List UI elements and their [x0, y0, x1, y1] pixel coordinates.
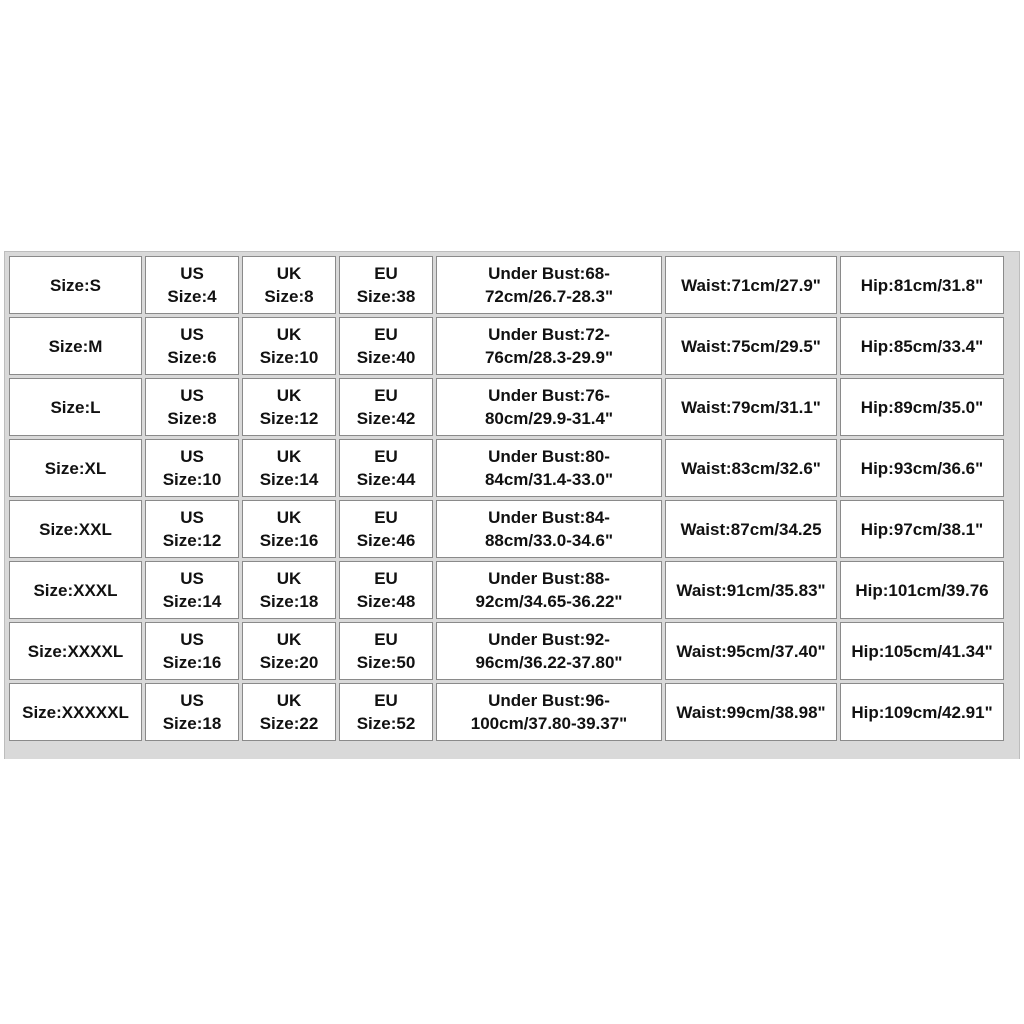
uk-size-cell — [242, 378, 336, 436]
us-size-cell — [145, 439, 239, 497]
uk-size-cell-line: Size:20 — [259, 653, 319, 672]
eu-size-cell-line: EU — [374, 569, 398, 588]
hip-cell: Hip:85cm/33.4" — [840, 317, 1004, 375]
table-row — [9, 378, 1004, 436]
eu-size-cell-line: EU — [374, 386, 398, 405]
us-size-cell-line: Size:12 — [162, 531, 222, 550]
eu-size-cell-line: Size:50 — [356, 653, 416, 672]
uk-size-cell-line: UK — [276, 630, 302, 649]
waist-cell: Waist:95cm/37.40" — [665, 622, 837, 680]
us-size-cell-line: US — [180, 447, 204, 466]
uk-size-cell — [242, 500, 336, 558]
us-size-cell-line: US — [180, 325, 204, 344]
eu-size-cell-line: Size:40 — [356, 348, 416, 367]
under-bust-cell-line: 84cm/31.4-33.0" — [484, 470, 614, 489]
size-label-cell: Size:XXXL — [9, 561, 142, 619]
under-bust-cell — [436, 378, 662, 436]
size-label-cell: Size:XL — [9, 439, 142, 497]
size-label-cell: Size:S — [9, 256, 142, 314]
uk-size-cell — [242, 317, 336, 375]
uk-size-cell-line: UK — [276, 691, 302, 710]
uk-size-cell — [242, 256, 336, 314]
uk-size-cell — [242, 622, 336, 680]
uk-size-cell-line: Size:16 — [259, 531, 319, 550]
waist-cell: Waist:75cm/29.5" — [665, 317, 837, 375]
us-size-cell-line: Size:4 — [167, 287, 217, 306]
uk-size-cell-line: UK — [276, 325, 302, 344]
us-size-cell-line: US — [180, 569, 204, 588]
us-size-cell — [145, 683, 239, 741]
table-row — [9, 317, 1004, 375]
us-size-cell-line: Size:18 — [162, 714, 222, 733]
us-size-cell — [145, 500, 239, 558]
uk-size-cell-line: Size:14 — [259, 470, 319, 489]
waist-cell: Waist:79cm/31.1" — [665, 378, 837, 436]
uk-size-cell — [242, 439, 336, 497]
us-size-cell — [145, 561, 239, 619]
us-size-cell-line: Size:6 — [167, 348, 217, 367]
eu-size-cell — [339, 500, 433, 558]
size-label-cell: Size:XXXXL — [9, 622, 142, 680]
under-bust-cell-line: Under Bust:84- — [488, 508, 610, 527]
eu-size-cell — [339, 683, 433, 741]
under-bust-cell-line: 96cm/36.22-37.80" — [475, 653, 623, 672]
size-label-cell: Size:M — [9, 317, 142, 375]
us-size-cell-line: US — [180, 386, 204, 405]
eu-size-cell-line: Size:46 — [356, 531, 416, 550]
hip-cell: Hip:109cm/42.91" — [840, 683, 1004, 741]
hip-cell: Hip:97cm/38.1" — [840, 500, 1004, 558]
us-size-cell — [145, 622, 239, 680]
under-bust-cell — [436, 317, 662, 375]
size-chart — [4, 251, 1020, 759]
eu-size-cell-line: Size:44 — [356, 470, 416, 489]
waist-cell: Waist:71cm/27.9" — [665, 256, 837, 314]
under-bust-cell-line: Under Bust:80- — [488, 447, 610, 466]
eu-size-cell — [339, 561, 433, 619]
under-bust-cell-line: 72cm/26.7-28.3" — [484, 287, 614, 306]
us-size-cell-line: Size:8 — [167, 409, 217, 428]
table-row — [9, 561, 1004, 619]
under-bust-cell — [436, 500, 662, 558]
uk-size-cell-line: UK — [276, 569, 302, 588]
under-bust-cell-line: Under Bust:96- — [488, 691, 610, 710]
uk-size-cell-line: Size:22 — [259, 714, 319, 733]
uk-size-cell — [242, 561, 336, 619]
eu-size-cell-line: Size:38 — [356, 287, 416, 306]
size-label-cell: Size:XXL — [9, 500, 142, 558]
eu-size-cell-line: EU — [374, 325, 398, 344]
us-size-cell-line: US — [180, 264, 204, 283]
uk-size-cell-line: UK — [276, 508, 302, 527]
us-size-cell-line: US — [180, 630, 204, 649]
under-bust-cell — [436, 683, 662, 741]
hip-cell: Hip:89cm/35.0" — [840, 378, 1004, 436]
under-bust-cell — [436, 622, 662, 680]
under-bust-cell-line: Under Bust:88- — [488, 569, 610, 588]
waist-cell: Waist:83cm/32.6" — [665, 439, 837, 497]
hip-cell: Hip:105cm/41.34" — [840, 622, 1004, 680]
under-bust-cell — [436, 439, 662, 497]
table-row — [9, 256, 1004, 314]
us-size-cell-line: US — [180, 691, 204, 710]
under-bust-cell-line: Under Bust:76- — [488, 386, 610, 405]
us-size-cell-line: US — [180, 508, 204, 527]
hip-cell: Hip:81cm/31.8" — [840, 256, 1004, 314]
eu-size-cell-line: Size:52 — [356, 714, 416, 733]
uk-size-cell-line: Size:18 — [259, 592, 319, 611]
waist-cell: Waist:99cm/38.98" — [665, 683, 837, 741]
uk-size-cell-line: UK — [276, 264, 302, 283]
under-bust-cell-line: 100cm/37.80-39.37" — [470, 714, 628, 733]
uk-size-cell-line: UK — [276, 386, 302, 405]
uk-size-cell-line: Size:10 — [259, 348, 319, 367]
waist-cell: Waist:87cm/34.25 — [665, 500, 837, 558]
eu-size-cell — [339, 378, 433, 436]
us-size-cell — [145, 256, 239, 314]
under-bust-cell-line: 92cm/34.65-36.22" — [475, 592, 623, 611]
eu-size-cell-line: EU — [374, 630, 398, 649]
uk-size-cell-line: Size:12 — [259, 409, 319, 428]
under-bust-cell-line: 80cm/29.9-31.4" — [484, 409, 614, 428]
us-size-cell-line: Size:10 — [162, 470, 222, 489]
us-size-cell-line: Size:14 — [162, 592, 222, 611]
eu-size-cell-line: Size:48 — [356, 592, 416, 611]
table-row — [9, 439, 1004, 497]
eu-size-cell — [339, 317, 433, 375]
eu-size-cell-line: EU — [374, 691, 398, 710]
uk-size-cell-line: UK — [276, 447, 302, 466]
us-size-cell — [145, 378, 239, 436]
eu-size-cell-line: EU — [374, 447, 398, 466]
uk-size-cell-line: Size:8 — [264, 287, 314, 306]
under-bust-cell-line: Under Bust:68- — [488, 264, 610, 283]
waist-cell: Waist:91cm/35.83" — [665, 561, 837, 619]
eu-size-cell-line: Size:42 — [356, 409, 416, 428]
under-bust-cell-line: Under Bust:92- — [488, 630, 610, 649]
under-bust-cell-line: 76cm/28.3-29.9" — [484, 348, 614, 367]
eu-size-cell-line: EU — [374, 264, 398, 283]
size-chart-table — [6, 253, 1007, 744]
size-label-cell: Size:L — [9, 378, 142, 436]
under-bust-cell — [436, 256, 662, 314]
eu-size-cell — [339, 439, 433, 497]
us-size-cell-line: Size:16 — [162, 653, 222, 672]
eu-size-cell-line: EU — [374, 508, 398, 527]
under-bust-cell-line: 88cm/33.0-34.6" — [484, 531, 614, 550]
table-row — [9, 622, 1004, 680]
table-row — [9, 683, 1004, 741]
table-row — [9, 500, 1004, 558]
size-label-cell: Size:XXXXXL — [9, 683, 142, 741]
uk-size-cell — [242, 683, 336, 741]
under-bust-cell-line: Under Bust:72- — [488, 325, 610, 344]
hip-cell: Hip:93cm/36.6" — [840, 439, 1004, 497]
eu-size-cell — [339, 622, 433, 680]
us-size-cell — [145, 317, 239, 375]
eu-size-cell — [339, 256, 433, 314]
under-bust-cell — [436, 561, 662, 619]
hip-cell: Hip:101cm/39.76 — [840, 561, 1004, 619]
